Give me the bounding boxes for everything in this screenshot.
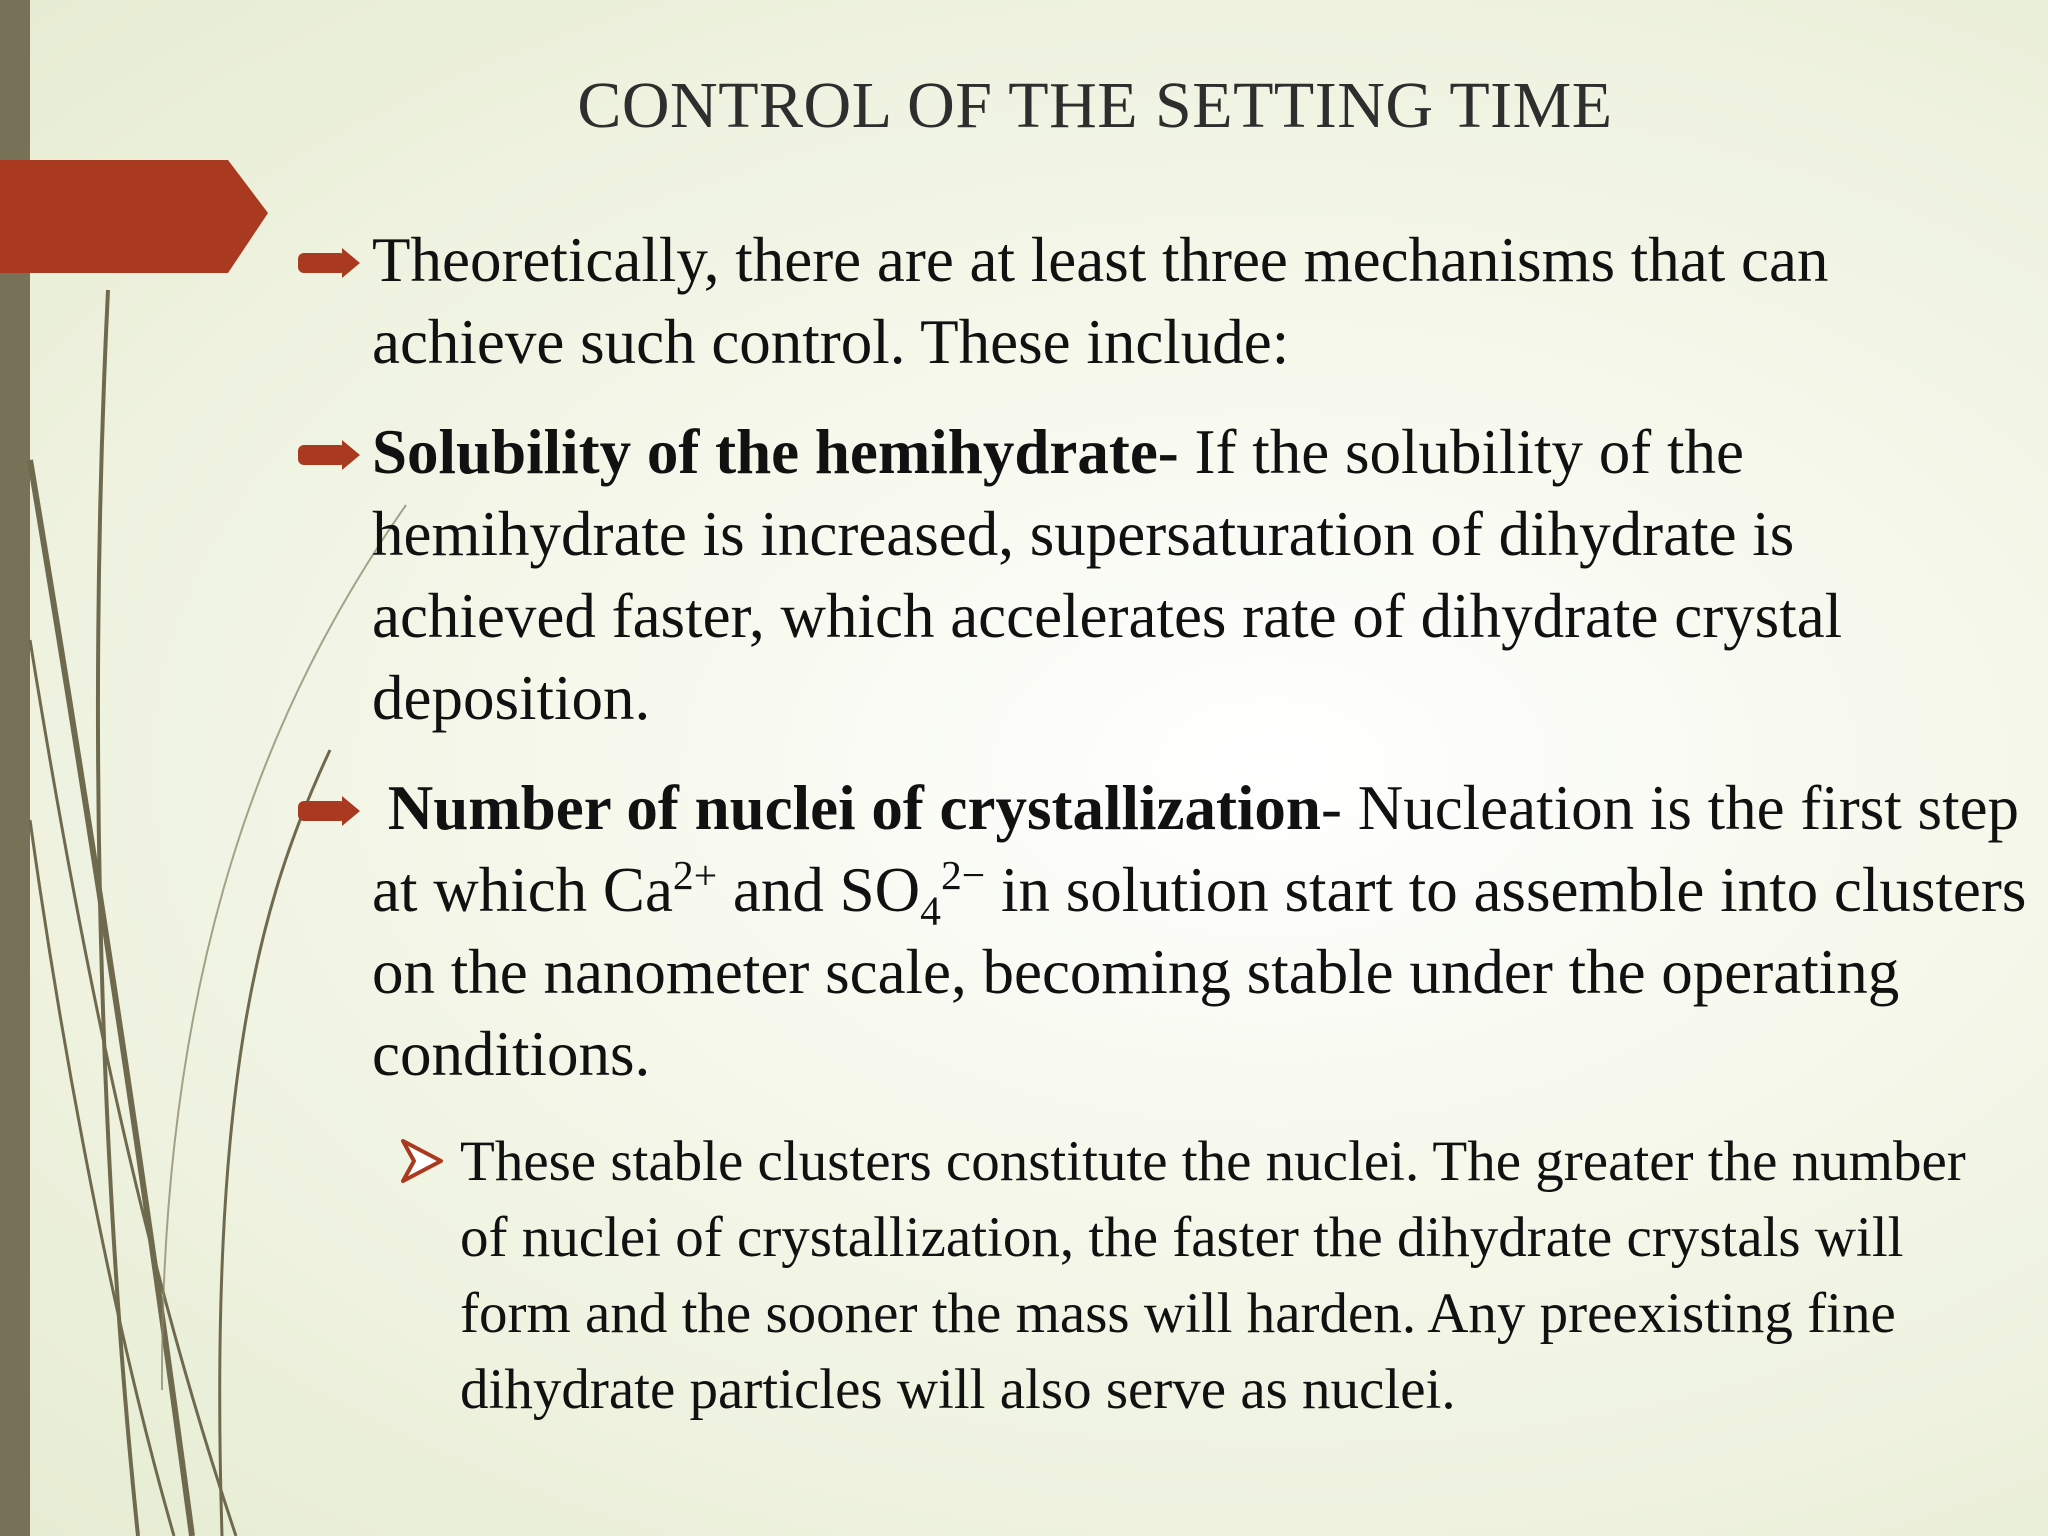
right-arrow-bullet-icon xyxy=(298,445,346,465)
sub-bullet-text: These stable clusters constitute the nuclei. The greater the number of nuclei of crystallization, the faster the dihydrate crystals will form and the sooner the mass will harden. Any preexisting fine dihydrate particles will also serve as nuclei. xyxy=(460,1130,1966,1421)
title-accent-arrow xyxy=(0,160,268,273)
swoosh-line xyxy=(220,750,330,1536)
bullet-solubility xyxy=(372,411,2012,739)
calcium-charge: 2+ xyxy=(672,852,718,898)
swoosh-line xyxy=(162,505,406,1390)
bullet-text: - Nucleation is the first step at which Ca xyxy=(372,773,2020,925)
sub-bullet-nuclei xyxy=(460,1124,2020,1428)
chevron-right-icon xyxy=(400,1138,444,1184)
bullet-nucleation xyxy=(372,767,2042,1095)
swoosh-line xyxy=(30,640,236,1536)
right-arrow-bullet-icon xyxy=(298,253,346,273)
bullet-text: If the solubility of the hemihydrate is increased, supersaturation of dihydrate is achieved faster, which accelerates rate of dihydrate crystal deposition. xyxy=(372,417,1843,733)
right-arrow-bullet-icon xyxy=(298,801,346,821)
bullet-text: Theoretically, there are at least three mechanisms that can achieve such control. These include: xyxy=(372,225,1829,377)
bullet-text: and SO xyxy=(717,855,921,925)
bullet-heading: Solubility of the hemihydrate- xyxy=(372,417,1179,487)
bullet-heading: Number of nuclei of crystallization xyxy=(387,773,1321,843)
bullet-text: in solution start to assemble into clusters on the nanometer scale, becoming stable under the operating conditions. xyxy=(372,855,2027,1089)
bullet-mechanisms-intro xyxy=(372,219,2012,383)
bullet-leading-space xyxy=(372,773,388,843)
slide-title: CONTROL OF THE SETTING TIME xyxy=(577,69,1613,142)
decorative-swoosh-lines xyxy=(0,0,420,1536)
swoosh-line xyxy=(30,460,192,1536)
sulfate-subscript: 4 xyxy=(920,887,941,934)
sulfate-charge: 2− xyxy=(940,852,986,898)
